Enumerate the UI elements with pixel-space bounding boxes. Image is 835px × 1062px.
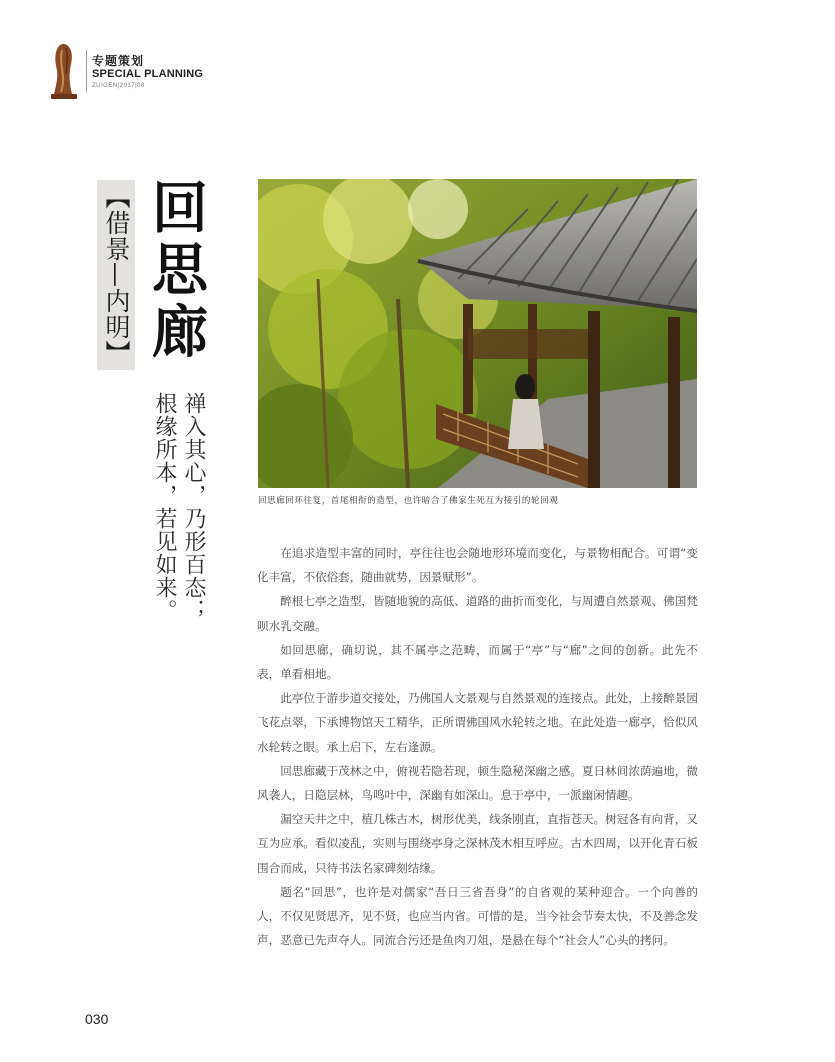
- section-title-en: SPECIAL PLANNING: [92, 68, 204, 80]
- issue-label: ZUIGEN|2017|08: [92, 83, 145, 89]
- page-title: 回思廊: [143, 178, 209, 364]
- article-body: [257, 541, 698, 952]
- paragraph: 在追求造型丰富的同时，亭往往也会随地形环境而变化，与景物相配合。可谓“变化丰富，不依俗套，随曲就势，因景赋形”。: [257, 546, 698, 585]
- paragraph: 漏空天井之中，植几株古木，树形优美，线条刚直，直指苍天。树冠各有向背，又互为应承。看似凌乱，实则与围绕亭身之深林茂木相互呼应。古木四周，以开化青石板围合而成，只待书法名家碑刻结缘。: [257, 812, 698, 875]
- title-tag: 【借景—内明】: [102, 184, 131, 366]
- paragraph: 回思廊藏于茂林之中，俯视若隐若现，顿生隐秘深幽之感。夏日林间浓荫遍地，微风袭人，日隐层林，鸟鸣叶中，深幽有如深山。息于亭中，一派幽闲情趣。: [257, 763, 698, 803]
- paragraph: 如回思廊，确切说，其不属亭之范畴，而属于“亭”与“廊”之间的创新。此先不表，单看相地。: [257, 642, 698, 682]
- corridor-photo: [258, 179, 697, 488]
- header-divider: [86, 50, 87, 92]
- photo-caption: 回思廊回环往复，首尾相衔的造型，也许暗合了佛家生死互为接引的轮回观: [258, 496, 559, 506]
- page-number: 030: [85, 1011, 109, 1027]
- paragraph: 醉根七亭之造型，皆随地貌的高低、道路的曲折而变化，与周遭自然景观、佛国梵呗水乳交融。: [257, 594, 698, 633]
- title-subtitle: 禅入其心，乃形百态；根缘所本，若见如来。: [152, 392, 206, 622]
- section-title-cn: 专题策划: [92, 54, 145, 68]
- paragraph: 题名“回思”，也许是对儒家“吾日三省吾身”的自省观的某种迎合。一个向善的人，不仅见贤思齐，见不贤，也应当内省。可惜的是，当今社会节奏太快，不及善念发声，恶意已先声夺人。同流合污还是鱼肉刀俎，是悬在每个“社会人”心头的拷问。: [257, 884, 698, 948]
- root-sculpture-logo-icon: [50, 42, 78, 100]
- paragraph: 此亭位于游步道交接处，乃佛国人文景观与自然景观的连接点。此处，上接醉景园飞花点翠，下承博物馆天工精华，正所谓佛国风水轮转之地。在此处造一廊亭，恰似风水轮转之眼。承上启下，左右逢源。: [257, 691, 698, 754]
